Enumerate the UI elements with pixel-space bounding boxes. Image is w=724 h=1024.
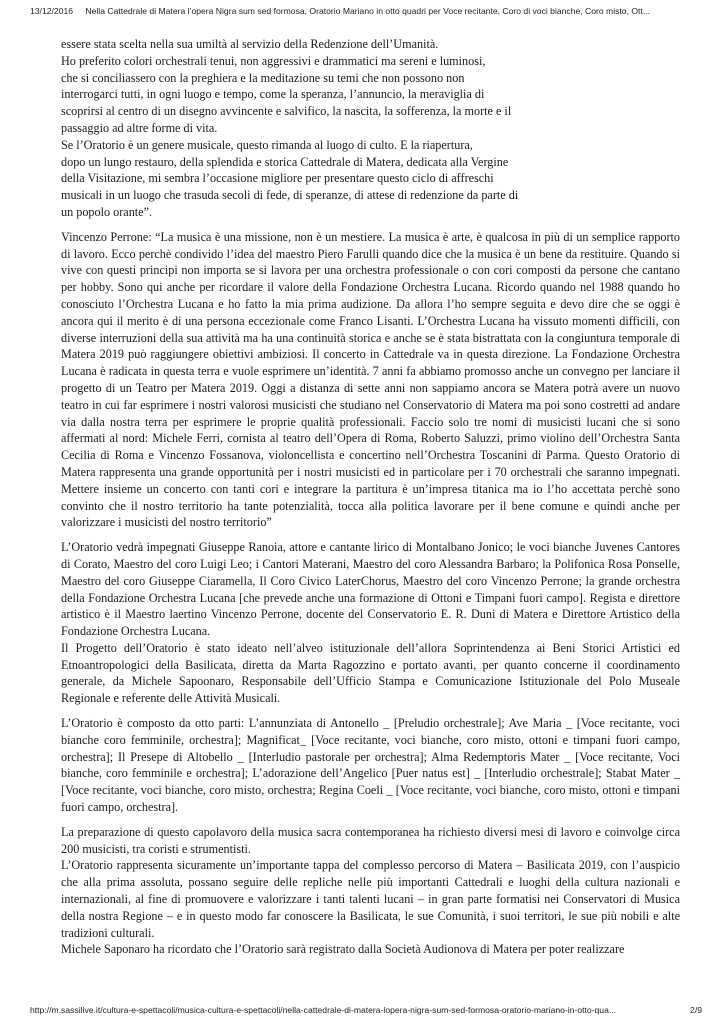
source-url: http://m.sassilive.it/cultura-e-spettacoli/musica-cultura-e-spettacoli/nella-cattedrale-di-matera-lopera-nigra-sum-sed-formosa-oratorio-mariano-in-otto-qua... bbox=[30, 1005, 617, 1015]
paragraph-performers: L’Oratorio vedrà impegnati Giuseppe Ranoia, attore e cantante lirico di Montalbano Jonico; le voci bianche Juvenes Cantores di Corato, Maestro del coro Luigi Leo; i Cantori Materani, Maestro del coro Alessandra Barbaro; la Polifonica Rosa Ponselle, Maestro del coro Giuseppe Ciaramella, Il Coro Civico LaterChorus, Maestro del coro Vincenzo Perrone; la grande orchestra della Fondazione Orchestra Lucana [che prevede anche una formazione di Ottoni e Timpani fuori campo]. Regista e direttore artistico è il Maestro laertino Vincenzo Perrone, docente del Conservatorio E. R. Duni di Matera e Direttore Artistico della Fondazione Orchestra Lucana. bbox=[61, 540, 680, 639]
poem-line: essere stata scelta nella sua umiltà al servizio della Redenzione dell’Umanità. bbox=[61, 37, 439, 51]
paragraph-perrone-quote: Vincenzo Perrone: “La musica è una missione, non è un mestiere. La musica è arte, è qualcosa in più di un semplice rapporto di lavoro. Ecco perchè condivido l’idea del maestro Piero Farulli quando dice che la musica è un bene da restituire. Quando si vive con questi principi non importa se si lavora per una orchestra professionale o con cori composti da persone che cantano per hobby. Sono qui anche per ricordare il valore della Fondazione Orchestra Lucana. Ricordo quando nel 1988 quando ho conosciuto l’Orchestra Lucana e ho fatto la mia prima audizione. Da allora l’ho sempre seguita e devo dire che se oggi è ancora qui il merito è di una persona eccezionale come Franco Lisanti. L’Orchestra Lucana ha vissuto momenti difficili, con diverse interruzioni della sua attività ma ha una continuità storica e anche se è stata bistrattata con la congiuntura temporale di Matera 2019 può raggiungere obiettivi ambiziosi. Il concerto in Cattedrale va in questa direzione. La Fondazione Orchestra Lucana è radicata in questa terra e vuole esprimere un’identità. 7 anni fa abbiamo promosso anche un convegno per lanciare il progetto di un Teatro per Matera 2019. Oggi a distanza di sette anni non sappiamo ancora se Matera potrà avere un nuovo teatro in cui far esprimere i nostri valorosi musicisti che studiano nel Conservatorio di Matera ma poi sono costretti ad andare via dalla nostra terra per esprimere le proprie qualità professionali. Faccio solo tre nomi di musicisti lucani che si sono affermati al nord: Michele Ferri, cornista al teatro dell’Opera di Roma, Roberto Saluzzi, primo violino dell’Orchestra Santa Cecilia di Roma e Vincenzo Fossanova, violoncellista e concertino nell’Orchestra Toscanini di Parma. Questo Oratorio di Matera rappresenta una grande opportunità per i nostri musicisti ed in particolare per i 70 orchestrali che saranno impegnati. Mettere insieme un concerto con tanti cori e integrare la partitura è un’impresa titanica ma io l’ho accettata perchè sono convinto che il nostro territorio ha tante potenzialità, tocca alla politica lavorare per il bene comune e quindi anche per valorizzare i musicisti del nostro territorio” bbox=[61, 229, 680, 530]
paragraph-project: Il Progetto dell’Oratorio è stato ideato nell’alveo istituzionale dell’allora Soprintendenza ai Beni Storici Artistici ed Etnoantropologici della Basilicata, diretta da Marta Ragozzino e portato avanti, per quanto concerne il coordinamento generale, da Michele Sapoonaro, Responsabile dell’Ufficio Stampa e Comunicazione Istituzionale del Polo Museale Regionale e referente delle Attività Musicali. bbox=[61, 640, 680, 706]
page-title: Nella Cattedrale di Matera l’opera Nigra sum sed formosa, Oratorio Mariano in otto quadri per Voce recitante, Coro di voci bianche, Coro misto, Ott... bbox=[85, 6, 650, 16]
poem-line: della Visitazione, mi sembra l’occasione migliore per presentare questo ciclo di affreschi bbox=[61, 171, 494, 186]
poem-line: interrogarci tutti, in ogni luogo e tempo, come la speranza, l’annuncio, la meraviglia di bbox=[61, 87, 485, 102]
poem-line: scoprirsi al centro di un disegno avvincente e salvifico, la nascita, la sofferenza, la morte e il bbox=[61, 104, 512, 119]
page-footer bbox=[30, 1005, 702, 1015]
paragraph-recording: Michele Saponaro ha ricordato che l’Oratorio sarà registrato dalla Società Audionova di Matera per poter realizzare bbox=[61, 942, 625, 957]
paragraph-composition: L’Oratorio è composto da otto parti: L’annunziata di Antonello _ [Preludio orchestrale]; Ave Maria _ [Voce recitante, voci bianche coro femminile, orchestra]; Magnificat_ [Voce recitante, voci bianche, coro misto, ottoni e timpani fuori campo, orchestra]; Il Presepe di Altobello _ [Interludio pastorale per orchestra]; Alma Redemptoris Mater _ [Voce recitante, Voci bianche, coro femminile e orchestra]; L’adorazione dell’Angelico [Puer natus est] _ [Interludio orchestrale]; Stabat Mater _ [Voce recitante, voci bianche, coro misto, orchestra; Regina Coeli _ [Voce recitante, voci bianche, coro misto, ottoni e timpani fuori campo, orchestra]. bbox=[61, 716, 680, 815]
paragraph-preparation: La preparazione di questo capolavoro della musica sacra contemporanea ha richiesto diversi mesi di lavoro e coinvolge circa 200 musicisti, tra coristi e strumentisti. bbox=[61, 824, 680, 856]
page-number: 2/9 bbox=[690, 1005, 702, 1015]
poem-line: passaggio ad altre forme di vita. bbox=[61, 120, 218, 135]
poem-line: Ho preferito colori orchestrali tenui, non aggressivi e drammatici ma sereni e luminosi, bbox=[61, 53, 486, 68]
paragraph-matera-2019: L’Oratorio rappresenta sicuramente un’importante tappa del complesso percorso di Matera – Basilicata 2019, con l’auspicio che alla prima assoluta, possano seguire delle repliche nelle più importanti Cattedrali e luoghi della cultura nazionali e internazionali, al fine di promuovere e valorizzare i tanti talenti lucani – in gran parte formatisi nei Conservatori di Musica della nostra Regione – e in questo modo far conoscere la Basilicata, le sue Comunità, i suoi territori, le sue più nobili e alte tradizioni culturali. bbox=[61, 858, 680, 940]
poem-line: che si conciliassero con la preghiera e la meditazione su temi che non possono non bbox=[61, 70, 465, 85]
poem-line: Se l’Oratorio è un genere musicale, questo rimanda al luogo di culto. E la riapertura, bbox=[61, 137, 473, 152]
poem-line: un popolo orante”. bbox=[61, 204, 153, 219]
page-header bbox=[30, 6, 702, 16]
article-body bbox=[61, 36, 680, 958]
poem-line: musicali in un luogo che trasuda secoli di fede, di speranze, di attese di redenzione da parte di bbox=[61, 188, 519, 203]
print-date: 13/12/2016 bbox=[30, 6, 74, 16]
poem-line: dopo un lungo restauro, della splendida e storica Cattedrale di Matera, dedicata alla Vergine bbox=[61, 154, 509, 169]
